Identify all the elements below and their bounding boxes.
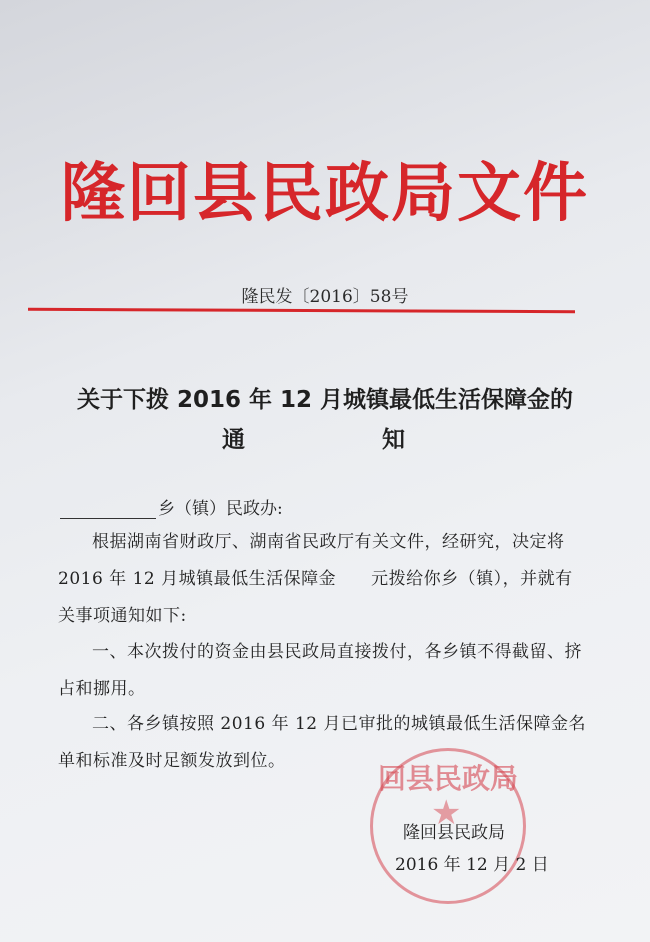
- notice-title: 关于下拨 2016 年 12 月城镇最低生活保障金的: [76, 387, 574, 413]
- notice-subtitle-right: 知: [382, 427, 405, 453]
- notice-subtitle-left: 通: [222, 427, 245, 453]
- body-paragraph-2: 一、本次拨付的资金由县民政局直接拨付，各乡镇不得截留、挤占和挪用。: [58, 642, 582, 699]
- document-number: 隆民发〔2016〕58号: [241, 287, 409, 307]
- document-header-title: 隆回县民政局文件: [61, 156, 589, 231]
- red-divider-line: [28, 308, 575, 313]
- seal-text: 回县民政局: [377, 762, 518, 795]
- signature-organization: 隆回县民政局: [403, 823, 505, 843]
- body-paragraph-1: 根据湖南省财政厅、湖南省民政厅有关文件，经研究，决定将 2016 年 12 月城镇最低生活保障金 元拨给你乡（镇），并就有关事项通知如下:: [58, 532, 573, 626]
- signature-date: 2016 年 12 月 2 日: [395, 855, 549, 875]
- addressee-blank: [60, 502, 156, 519]
- star-icon: ★: [431, 793, 462, 833]
- addressee-line: [60, 494, 283, 519]
- body-paragraph-3: 二、各乡镇按照 2016 年 12 月已审批的城镇最低生活保障金名单和标准及时足额发放到位。: [58, 714, 587, 771]
- addressee-text: 乡（镇）民政办:: [158, 499, 283, 519]
